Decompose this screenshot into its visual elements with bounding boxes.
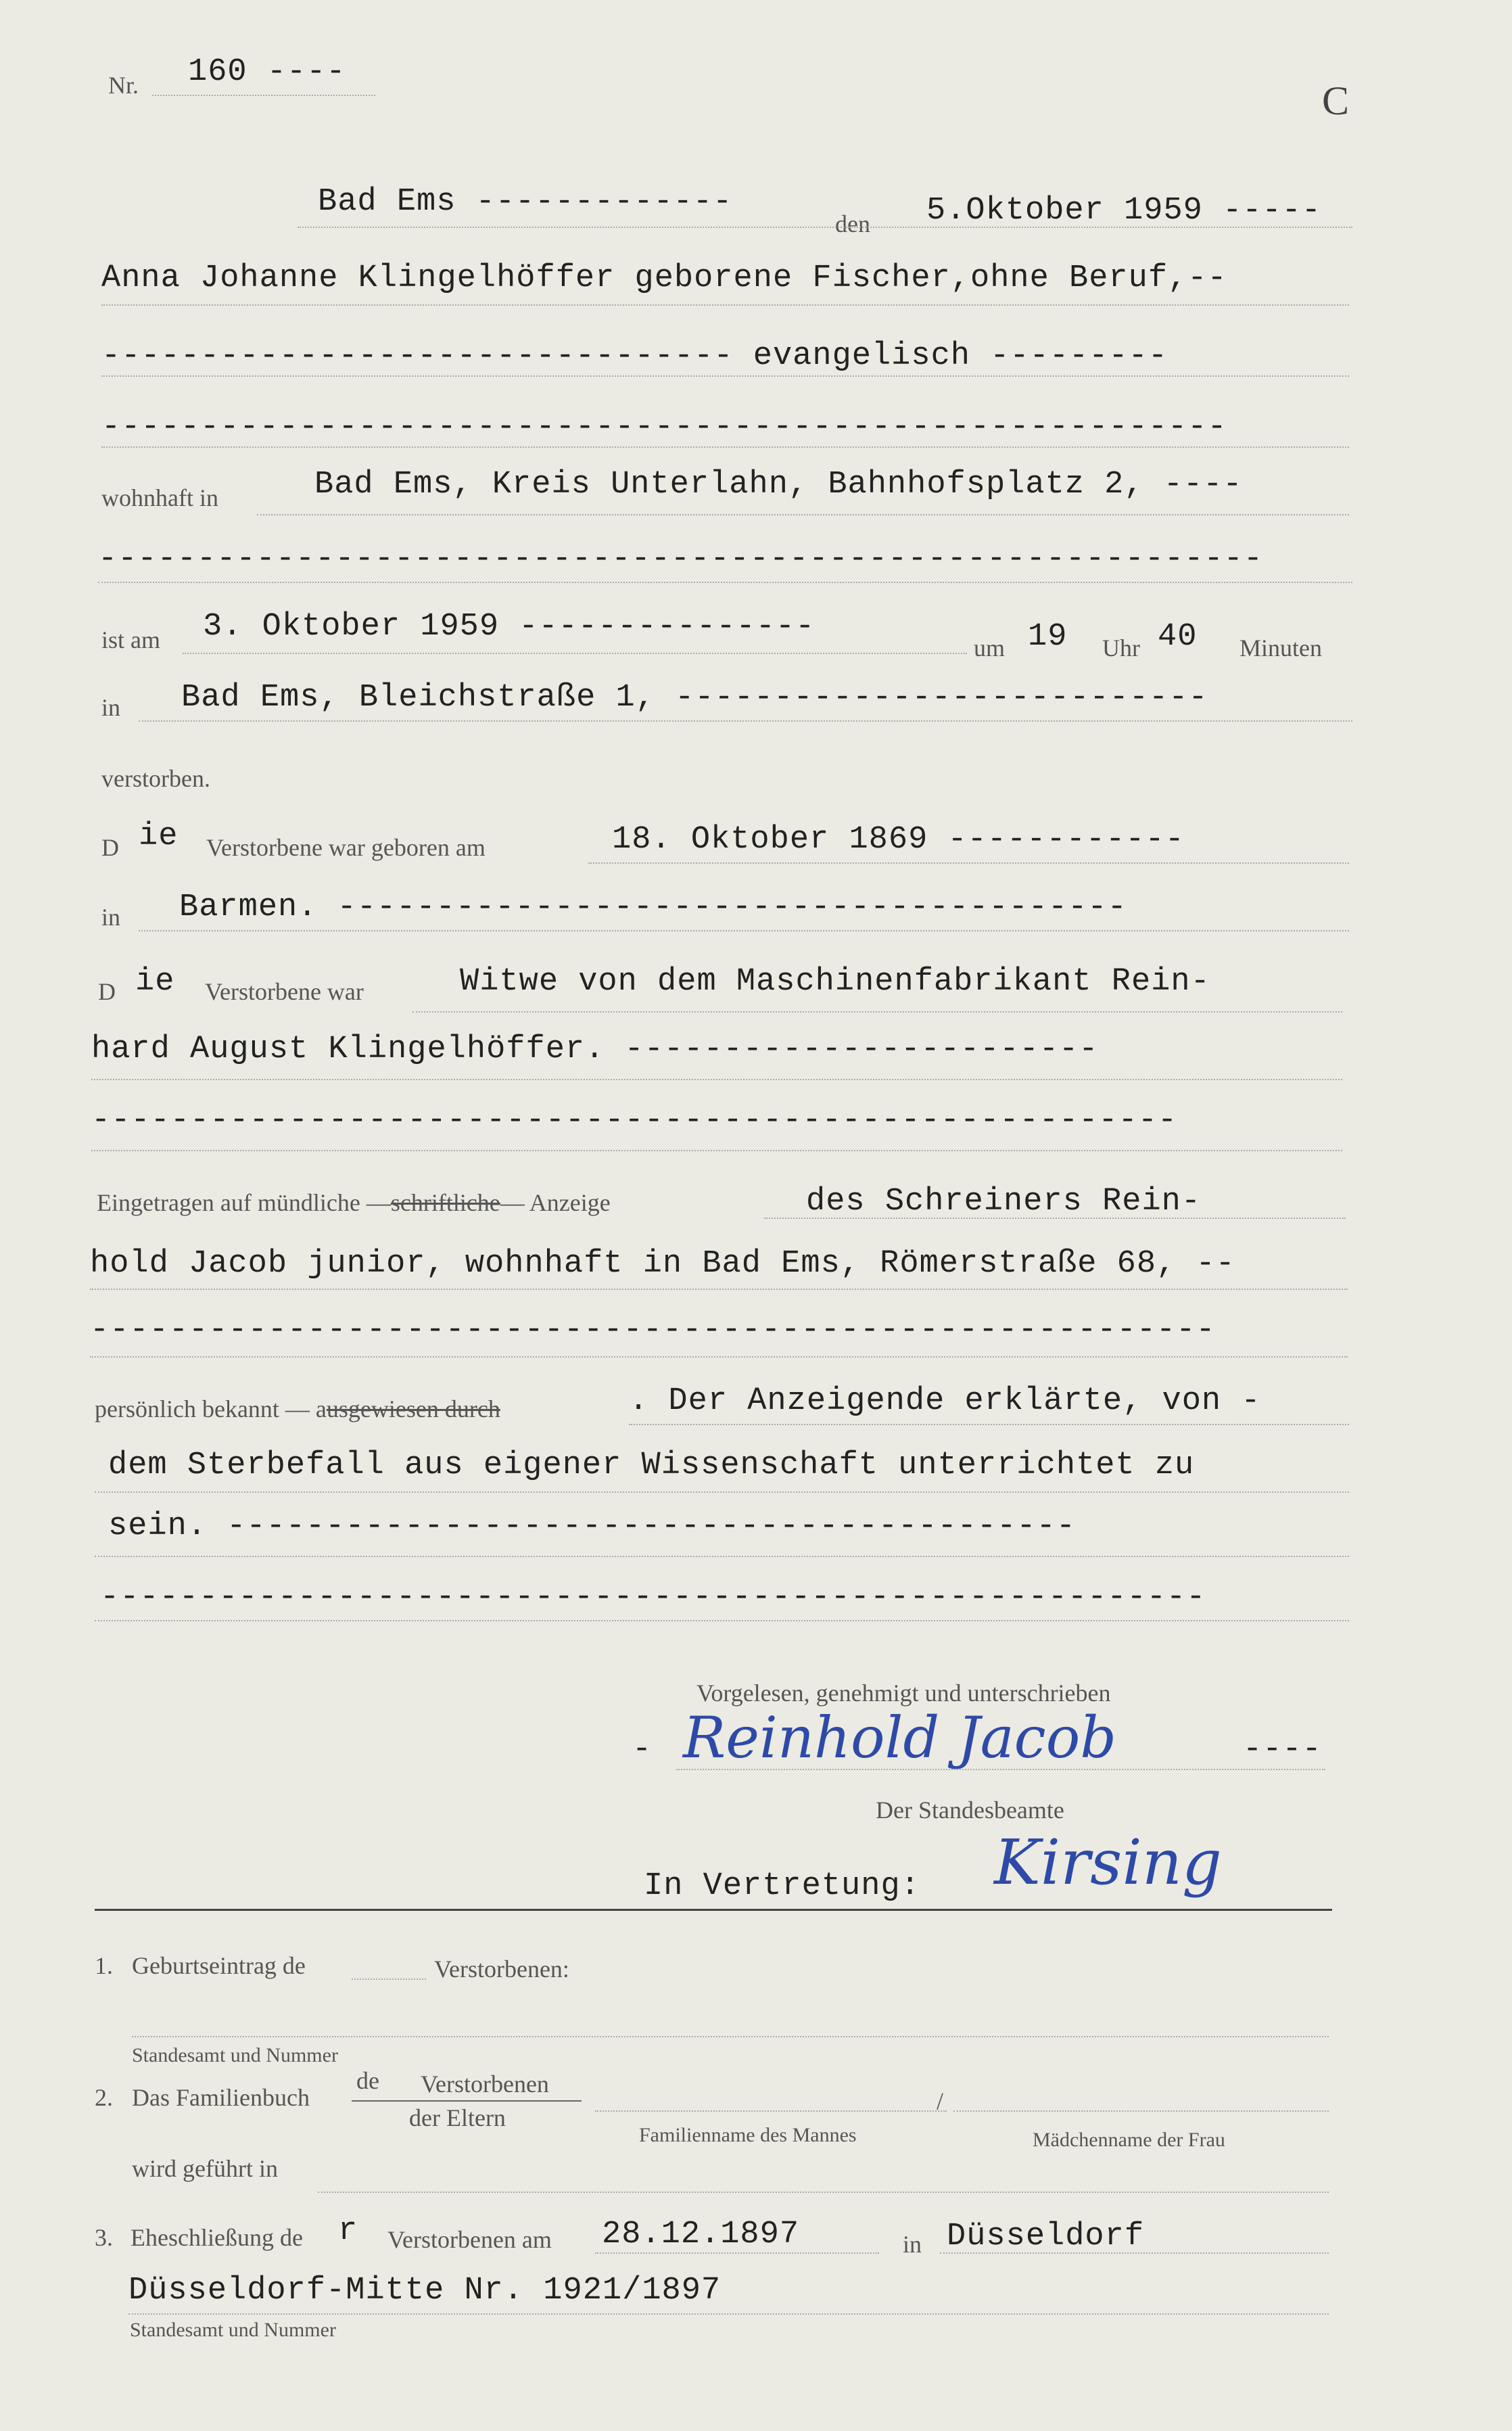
marriage-date: 28.12.1897: [602, 2217, 800, 2252]
dotted-line: [132, 2036, 1329, 2037]
minuten-label: Minuten: [1239, 634, 1322, 662]
geboren-label: Verstorbene war geboren am: [206, 834, 486, 861]
birth-date: 18. Oktober 1869 ------------: [612, 822, 1185, 858]
registration-place: Bad Ems -------------: [318, 184, 733, 220]
ist-am-label: ist am: [101, 626, 160, 653]
entry-number: 160 ----: [188, 54, 346, 90]
bekannt-label: [95, 1395, 500, 1423]
marital-status-cont: hard August Klingelhöffer. ------------------------: [91, 1032, 1099, 1067]
dotted-line: [95, 1620, 1349, 1621]
dotted-line: [95, 1556, 1349, 1557]
dotted-line: [101, 446, 1349, 448]
sig-dash-left: -: [632, 1732, 653, 1767]
death-place: Bad Ems, Bleichstraße 1, ---------------------------: [181, 680, 1208, 716]
standesbeamte-label: Der Standesbeamte: [876, 1797, 1064, 1824]
item2-frau: Mädchenname der Frau: [1033, 2129, 1225, 2151]
wohnhaft-label: wohnhaft in: [101, 484, 218, 511]
birth-in-label: in: [101, 904, 121, 931]
dotted-line: [90, 1356, 1348, 1358]
item2-mann: Familienname des Mannes: [639, 2124, 857, 2146]
filler-line: -----------------------------------------------------------: [98, 541, 1264, 577]
filler-line: --------------------------------------------------------: [100, 1579, 1206, 1615]
informant-statement: . Der Anzeigende erklärte, von -: [629, 1383, 1261, 1419]
dotted-line: [764, 1218, 1346, 1219]
item2-slash: /: [937, 2087, 944, 2114]
deceased-name: Anna Johanne Klingelhöffer geborene Fischer,ohne Beruf,--: [101, 260, 1227, 296]
death-hour: 19: [1028, 619, 1068, 655]
death-minute: 40: [1158, 619, 1198, 655]
deceased-religion: -------------------------------- evangelisch ---------: [101, 338, 1168, 374]
filler-line: ---------------------------------------------------------: [101, 409, 1227, 445]
dotted-line: [352, 1978, 426, 1980]
dotted-line: [595, 2110, 947, 2112]
separator-line: [95, 1909, 1332, 1911]
item2-number: 2.: [95, 2084, 113, 2111]
dotted-line: [98, 582, 1352, 583]
registrar-signature: Kirsing: [994, 1826, 1222, 1899]
den-label: den: [835, 210, 870, 237]
vorgelesen-label: Vorgelesen, genehmigt und unterschrieben: [696, 1680, 1111, 1707]
item2-de: de: [356, 2067, 379, 2094]
dotted-line: [588, 862, 1349, 864]
dotted-line: [95, 1491, 1349, 1493]
d2-label: D: [98, 978, 116, 1005]
eingetragen-label: [97, 1188, 611, 1217]
war-label: Verstorbene war: [205, 978, 364, 1005]
item2-label: Das Familienbuch: [132, 2084, 310, 2111]
eingetragen-strike: schriftliche: [390, 1189, 500, 1216]
dotted-line: [629, 1424, 1349, 1425]
informant-statement-cont: dem Sterbefall aus eigener Wissenschaft unterrichtet zu: [108, 1448, 1195, 1483]
standesamt-label: Standesamt und Nummer: [132, 2044, 338, 2066]
item3-r: r: [338, 2213, 358, 2249]
dotted-line: [91, 1150, 1342, 1151]
dotted-line: [940, 2252, 1329, 2254]
marital-status: Witwe von dem Maschinenfabrikant Rein-: [460, 964, 1210, 1000]
birth-place: Barmen. ----------------------------------------: [179, 889, 1127, 925]
filler-line: -------------------------------------------------------: [91, 1103, 1178, 1138]
dotted-line: [128, 2313, 1329, 2315]
dotted-line: [953, 2110, 1329, 2112]
dotted-line: [298, 227, 1352, 228]
item1-label-a: Geburtseintrag de: [132, 1952, 306, 1979]
um-label: um: [974, 634, 1006, 662]
item3-number: 3.: [95, 2224, 113, 2251]
dotted-line: [412, 1011, 1342, 1013]
item3-label-a: Eheschließung de: [131, 2224, 303, 2251]
item2-gefuehrt: wird geführt in: [132, 2155, 278, 2182]
informant: des Schreiners Rein-: [806, 1184, 1202, 1220]
item3-label-b: Verstorbenen am: [387, 2226, 552, 2253]
marriage-place: Düsseldorf: [947, 2219, 1145, 2254]
dotted-line: [139, 930, 1349, 931]
vertretung-label: In Vertretung:: [644, 1868, 920, 1904]
dotted-line: [318, 2192, 1329, 2193]
corner-letter: C: [1322, 78, 1350, 123]
informant-cont: hold Jacob junior, wohnhaft in Bad Ems, Römerstraße 68, --: [90, 1246, 1235, 1282]
informant-statement-end: sein. -------------------------------------------: [108, 1508, 1077, 1544]
dotted-line: [152, 95, 375, 96]
eingetragen-label-b: — Anzeige: [500, 1189, 611, 1216]
item1-label-b: Verstorbenen:: [434, 1955, 569, 1983]
informant-signature: Reinhold Jacob: [683, 1705, 1117, 1771]
filler-line: ---------------------------------------------------------: [90, 1312, 1216, 1348]
in-label: in: [101, 694, 121, 721]
registration-date: 5.Oktober 1959 -----: [926, 193, 1322, 229]
d-label: D: [101, 834, 119, 861]
dotted-line: [139, 720, 1352, 722]
standesamt-label-2: Standesamt und Nummer: [130, 2319, 336, 2341]
dotted-line: [91, 1079, 1342, 1080]
gender-suffix: ie: [139, 818, 179, 854]
residence: Bad Ems, Kreis Unterlahn, Bahnhofsplatz 2, ----: [314, 467, 1243, 503]
nr-label: Nr.: [108, 72, 139, 99]
uhr-label: Uhr: [1102, 634, 1140, 662]
gender-suffix-2: ie: [135, 964, 175, 1000]
item1-number: 1.: [95, 1952, 113, 1979]
dotted-line: [257, 514, 1349, 515]
dotted-line: [90, 1289, 1348, 1290]
bekannt-label-a: persönlich bekannt — a: [95, 1395, 327, 1422]
death-date: 3. Oktober 1959 ---------------: [203, 609, 816, 645]
dotted-line: [101, 304, 1349, 306]
item3-in: in: [903, 2231, 922, 2258]
dotted-line: [101, 375, 1349, 377]
dotted-line: [183, 653, 967, 654]
sig-dash-right: ----: [1243, 1732, 1322, 1767]
verstorben-label: verstorben.: [101, 765, 210, 792]
dotted-line: [676, 1769, 1325, 1770]
eingetragen-label-a: Eingetragen auf mündliche —: [97, 1189, 391, 1216]
bekannt-strike: usgewiesen durch: [326, 1395, 500, 1422]
item2-verstorbenen: Verstorbenen: [421, 2070, 549, 2098]
fraction-line: [352, 2100, 582, 2102]
marriage-registry: Düsseldorf-Mitte Nr. 1921/1897: [128, 2273, 722, 2309]
dotted-line: [595, 2252, 879, 2254]
item2-eltern: der Eltern: [409, 2104, 506, 2131]
